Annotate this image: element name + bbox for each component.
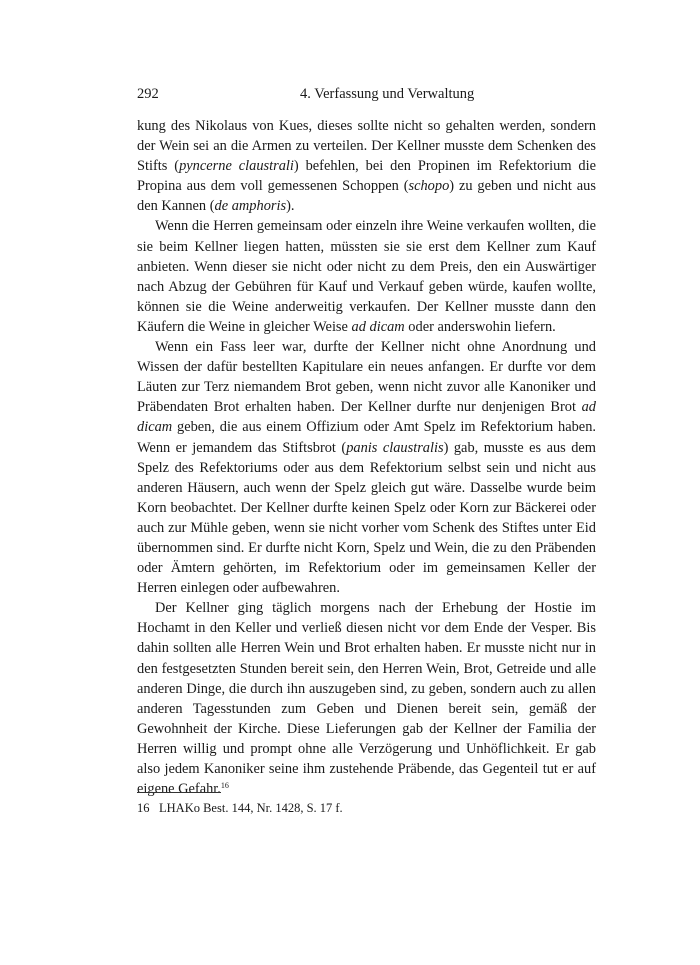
footnote-separator [137,792,221,793]
italic-term: pyncerne claustrali [179,158,294,175]
text-run: ). [286,198,295,215]
paragraph [137,216,596,337]
text-run: ) gab, musste es aus dem Spelz des Refektoriums oder aus dem Refektorium selbst sein und nicht aus anderen Häusern, auch wenn der Spelz gleich gut wäre. Dasselbe wurde beim Korn beobachtet. Der Kellner durfte keinen Spelz oder Korn zur Bäckerei oder auch zur Mühle geben, wenn sie nicht vorher vom Schenk des Stiftes unter Eid übernommen sind. Er durfte nicht Korn, Spelz und Wein, die zu den Präbenden oder Ämtern gehörten, im Refektorium oder im gemeinsamen Keller der Herren einlegen oder aufbewahren. [137,439,597,597]
italic-term: de amphoris [214,198,287,215]
text-run: geben, die aus einem Offizium oder Amt Spelz im Refektorium haben. Wenn er jemandem das Stiftsbrot ( [137,419,596,456]
italic-term: ad dicam [351,318,405,335]
footnote-text: LHAKo Best. 144, Nr. 1428, S. 17 f. [159,801,343,815]
text-run: kung des Nikolaus von Kues, dieses sollte nicht so gehalten werden, sondern der Wein sei an die Armen zu verteilen. Der Kellner musste dem Schenken des Stifts ( [137,118,596,175]
paragraph [137,116,596,216]
paragraph [137,598,596,799]
body-text [137,116,596,799]
text-run: ) zu geben und nicht aus den Kannen ( [137,178,596,215]
footnote [137,800,596,817]
page-header [137,84,595,104]
text-run: Der Kellner ging täglich morgens nach der Erhebung der Hostie im Hochamt in den Keller und verließ diesen nicht vor dem Ende der Vesper. Bis dahin sollten alle Herren Wein und Brot erhalten haben. Er musste nicht nur in den festgesetzten Stunden bereit sein, den Herren Wein, Brot, Getreide und alle anderen Dinge, die durch ihn auszugeben sind, zu geben, sondern auch zu allen anderen Tagesstunden zum Geben und Dienen bereit sein, gemäß der Gewohnheit der Kirche. Diese Lieferungen gab der Kellner der Familia der Herren willig und prompt ohne alle Verzögerung und Unhöflichkeit. Er gab also jedem Kanoniker seine ihm zustehende Präbende, das Gegenteil tut er auf eigene Gefahr. [137,600,596,798]
footnote-reference: 16 [220,781,229,791]
italic-term: panis claustralis [346,439,444,456]
text-run: Wenn die Herren gemeinsam oder einzeln ihre Weine verkaufen wollten, die sie beim Kellner liegen hatten, müssten sie sie erst dem Kellner zum Kauf anbieten. Wenn dieser sie nicht oder nicht zu dem Preis, den ein Auswärtiger nach Abzug der Gebühren für Kauf und Verkauf geben würde, kaufen wollte, können sie die Weine anderweitig verkaufen. Der Kellner musste dann den Käufern die Weine in gleicher Weise [137,218,596,335]
italic-term: ad dicam [137,399,596,436]
page-number: 292 [137,86,159,102]
running-head: 4. Verfassung und Verwaltung [300,86,475,102]
text-run: oder anderswohin liefern. [404,318,556,335]
text-run: ) befehlen, bei den Propinen im Refektorium die Propina aus dem voll gemessenen Schoppen ( [137,158,596,195]
footnote-number: 16 [137,801,150,815]
italic-term: schopo [408,178,450,195]
text-run: Wenn ein Fass leer war, durfte der Kellner nicht ohne Anordnung und Wissen der dafür bestellten Kapitulare ein neues anfangen. Er durfte vor dem Läuten zur Terz niemandem Brot geben, wenn nicht zuvor alle Kanoniker und Präbendaten Brot erhalten haben. Der Kellner durfte nur denjenigen Brot [137,339,596,416]
paragraph [137,337,596,598]
